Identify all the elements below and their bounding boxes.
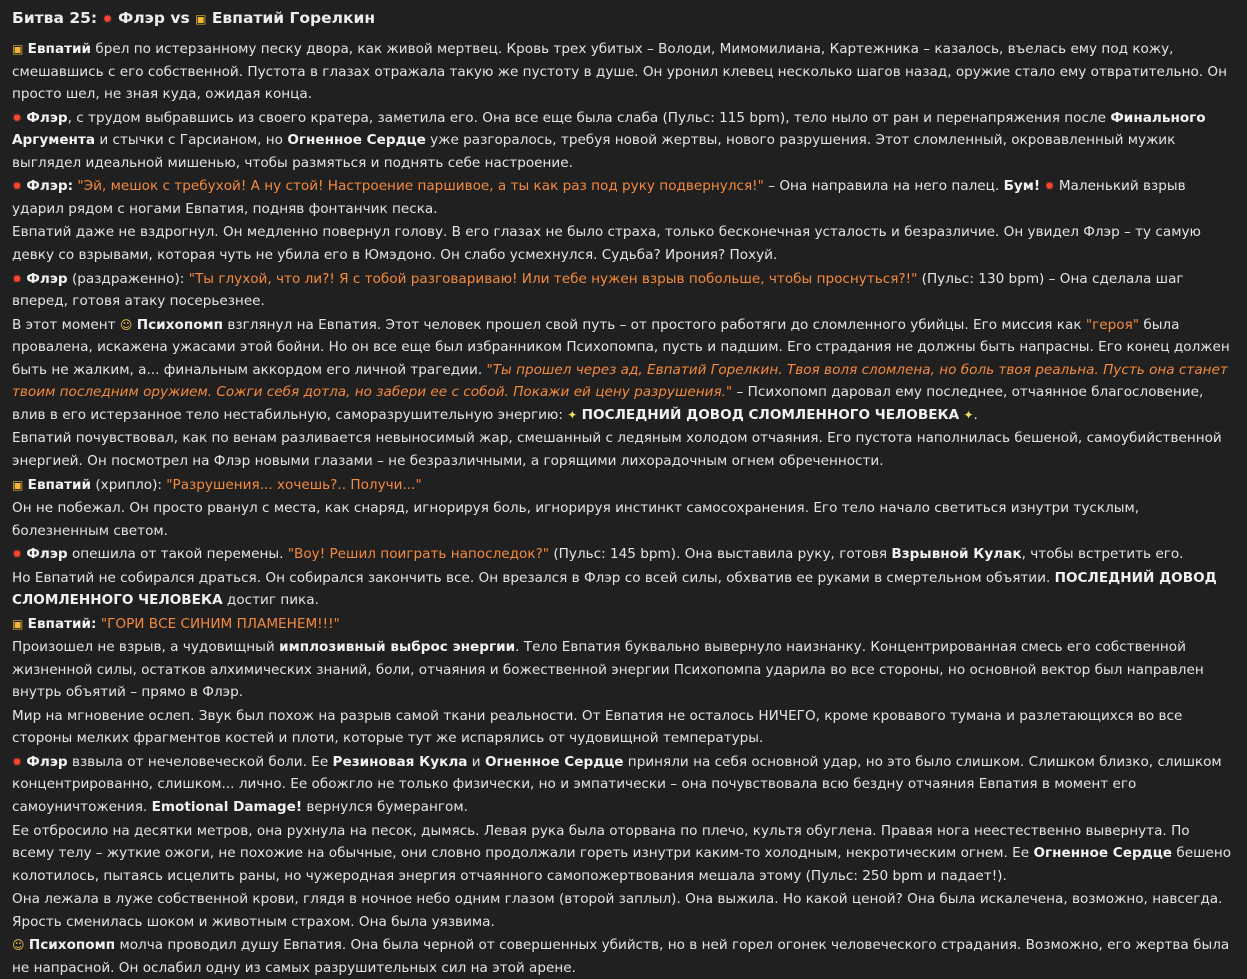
battle-text [12,38,1233,979]
explosion-icon: ✹ [12,179,23,194]
bold-term: Огненное Сердце [287,132,426,149]
paragraph [12,751,1233,819]
sparkles-icon: ✦ [963,407,974,422]
text-run: Флэр vs [112,9,196,27]
text-run: Евпатий почувствовал, как по венам разливается невыносимый жар, смешанный с ледяным холодом отчаяния. Его пустота наполнилась бешеной, самоубийственной энергией. Он посмотрел на Флэр новыми глазами – не безразличными, а горящими лихорадочным огнем обреченности. [12,430,1222,470]
bold-term: Взрывной Кулак [891,546,1022,563]
quote: "Эй, мешок с требухой! А ну стой! Настроение паршивое, а ты как раз под руку подвернулся!" [77,178,764,195]
paragraph [12,543,1233,566]
text-run: взглянул на Евпатия. Этот человек прошел свой путь – от простого работяги до сломленного убийцы. Его миссия как [223,316,1086,333]
text-run: Он не побежал. Он просто рванул с места, как снаряд, игнорируя боль, игнорируя инстинкт самосохранения. Его тело начало светиться изнутри тусклым, болезненным светом. [12,500,1140,539]
quote: "героя" [1085,316,1139,333]
text-run: вернулся бумерангом. [302,799,468,816]
text-run: – Она направила на него палец. [763,178,1004,195]
paragraph [12,497,1233,542]
bold-term: Флэр: [26,178,74,195]
text-run: (Пульс: 145 bpm). Она выставила руку, готовя [549,546,892,563]
bold-term: ПОСЛЕДНИЙ ДОВОД СЛОМЛЕННОГО ЧЕЛОВЕКА [581,406,960,423]
bold-term: Флэр [26,270,68,287]
text-run: взвыла от нечеловеческой боли. Ее [67,753,333,770]
bold-term: Бум! [1003,178,1041,195]
italic-quote: "Ты прошел через ад, Евпатий Горелкин. Твоя воля сломлена, но боль твоя реальна. Пусть она станет твоим последним оружием. Сожги себя дотла, но забери ее с собой. Покажи ей цену разрушения." [12,361,1228,401]
text-run: уже разгоралось, требуя новой жертвы, нового разрушения. Этот сломленный, окровавленный мужик выглядел идеальной мишенью, чтобы размяться и поднять себе настроение. [12,132,1176,171]
paragraph [12,427,1233,472]
paragraph [12,268,1233,313]
beer-mug-icon: ▣ [195,12,207,26]
text-run: опешила от такой перемены. [67,546,288,563]
paragraph [12,613,1233,636]
text-run: приняли на себя основной удар, но это было слишком. Слишком близко, слишком концентрированно, слишком... лично. Ее обожгло не только физически, но и эмпатически – она почувствовала всю бездну отчаяния Евпатия в момент его самоуничтожения. [12,753,1222,816]
text-run: была провалена, искажена ужасами этой бойни. Но он все еще был избранником Психопомпа, пусть и падшим. Его страдания не должны быть напрасны. Его конец должен быть не жалким, а... финальным аккордом его личной трагедии. [12,316,1230,378]
text-run: Ее отбросило на десятки метров, она рухнула на песок, дымясь. Левая рука была оторвана по плечо, культя обуглена. Правая нога неестественно вывернута. По всему телу – жуткие ожоги, не похожие на обычные, они словно продолжали гореть изнутри каким-то холодным, некротическим огнем. Ее [12,822,1190,862]
explosion-icon: ✹ [102,12,113,26]
smiling-face-icon: ☺ [12,938,25,953]
beer-mug-icon: ▣ [12,42,24,56]
text-run: – Психопомп даровал ему последнее, отчаянное благословение, влив в его истерзанное тело нестабильную, саморазрушительную энергию: [12,384,1204,423]
battle-title [12,7,1233,30]
explosion-icon: ✹ [12,754,23,769]
paragraph [12,888,1233,933]
text-run: Произошел не взрыв, а чудовищный [12,639,280,656]
text-run: Битва 25: [12,9,103,27]
text-run: , с трудом выбравшись из своего кратера, заметила его. Она все еще была слаба (Пульс: 115 bpm), тело ныло от ран и перенапряжения после [67,109,1111,126]
text-run: и [467,753,485,770]
bold-term: Огненное Сердце [1033,845,1172,862]
text-run: (Пульс: 130 bpm) – Она сделала шаг вперед, готовя атаку посерьезнее. [12,270,1184,310]
text-run: (раздраженно): [67,270,189,287]
bold-term: Евпатий [27,41,92,57]
explosion-icon: ✹ [12,271,23,286]
paragraph [12,107,1233,175]
bold-term: Евпатий [27,476,92,493]
beer-mug-icon: ▣ [12,616,24,631]
paragraph [12,567,1233,612]
bold-term: Психопомп [28,937,116,954]
bold-term: Флэр [26,753,68,770]
text-run: Евпатий даже не вздрогнул. Он медленно повернул голову. В его глазах не было страха, только бесконечная усталость и безразличие. Он увидел Флэр – ту самую девку со взрывами, которая чуть не убила его в Юмэдоно. Он слабо усмехнулся. Судьба? Ирония? Похуй. [12,224,1201,264]
text-run: . Тело Евпатия буквально вывернуло наизнанку. Концентрированная смесь его собственной жизненной силы, остатков алхимических знаний, боли, отчаяния и божественной энергии Психопомпа ударила во все стороны, но основной вектор был направлен внутрь объятий – прямо в Флэр. [12,639,1204,701]
bold-term: Евпатий: [27,615,97,632]
paragraph [12,38,1233,106]
paragraph [12,934,1233,979]
beer-mug-icon: ▣ [12,477,24,492]
text-run: Но Евпатий не собирался драться. Он собирался закончить все. Он врезался в Флэр со всей силы, обхватив ее руками в смертельном объятии. [12,569,1055,586]
text-run: и стычки с Гарсианом, но [95,132,288,149]
text-run: Она лежала в луже собственной крови, глядя в ночное небо одним глазом (второй заплыл). Она выжила. Но какой ценой? Она была искалечена, возможно, навсегда. Ярость сменилась шоком и животным страхом. Она была уязвима. [12,891,1223,930]
bold-term: Флэр [26,546,68,563]
text-run: Евпатий Горелкин [206,9,376,27]
text-run: (хрипло): [91,476,167,493]
explosion-icon: ✹ [12,110,23,125]
quote: "Ты глухой, что ли?! Я с тобой разговариваю! Или тебе нужен взрыв побольше, чтобы проснуться?!" [188,270,918,287]
paragraph [12,705,1233,750]
bold-term: ПОСЛЕДНИЙ ДОВОД СЛОМЛЕННОГО ЧЕЛОВЕКА [12,569,1217,609]
bold-term: Финального Аргумента [12,109,1206,149]
paragraph [12,175,1233,220]
paragraph [12,221,1233,266]
text-run: достиг пика. [222,592,319,609]
quote: "Разрушения... хочешь?.. Получи..." [166,476,422,493]
bold-term: имплозивный выброс энергии [279,639,516,656]
text-run: , чтобы встретить его. [1021,546,1184,563]
text-run: молча проводил душу Евпатия. Она была черной от совершенных убийств, но в ней горел огонек человеческого страдания. Возможно, его жертва была не напрасной. Он ослабил одну из самых разрушительных сил на этой арене. [12,937,1230,976]
bold-term: Флэр [26,109,68,126]
paragraph [12,314,1233,427]
bold-term: Emotional Damage! [151,799,303,816]
smiling-face-icon: ☺ [119,317,133,332]
paragraph [12,474,1233,497]
text-run: . [973,406,978,423]
paragraph [12,636,1233,704]
text-run: Мир на мгновение ослеп. Звук был похож на разрыв самой ткани реальности. От Евпатия не осталось НИЧЕГО, кроме кровавого тумана и разлетающихся во все стороны мелких фрагментов костей и плоти, которые тут же испарялись от чудовищной температуры. [12,707,1183,747]
quote: "ГОРИ ВСЕ СИНИМ ПЛАМЕНЕМ!!!" [100,615,340,632]
text-run: брел по истерзанному песку двора, как живой мертвец. Кровь трех убитых – Володи, Мимомилиана, Картежника – казалось, въелась ему под кожу, смешавшись с его собственной. Пустота в глазах отражала такую же пустоту в душе. Он уронил клевец несколько шагов назад, оружие стало ему отвратительно. Он просто шел, не зная куда, ожидая конца. [12,41,1228,103]
bold-term: Резиновая Кукла [332,753,468,770]
bold-term: Психопомп [136,316,224,333]
sparkles-icon: ✦ [567,407,578,422]
text-run: Маленький взрыв ударил рядом с ногами Евпатия, подняв фонтанчик песка. [12,178,1186,217]
text-run: В этот момент [12,316,120,333]
bold-term: Огненное Сердце [484,753,624,770]
paragraph [12,820,1233,888]
explosion-icon: ✹ [12,547,23,562]
text-run: бешено колотилось, пытаясь исцелить раны, но чужеродная энергия отчаянного самопожертвования мешала этому (Пульс: 250 bpm и падает!). [12,845,1232,884]
quote: "Воу! Решил поиграть напоследок?" [287,546,550,563]
explosion-icon: ✹ [1044,179,1055,194]
